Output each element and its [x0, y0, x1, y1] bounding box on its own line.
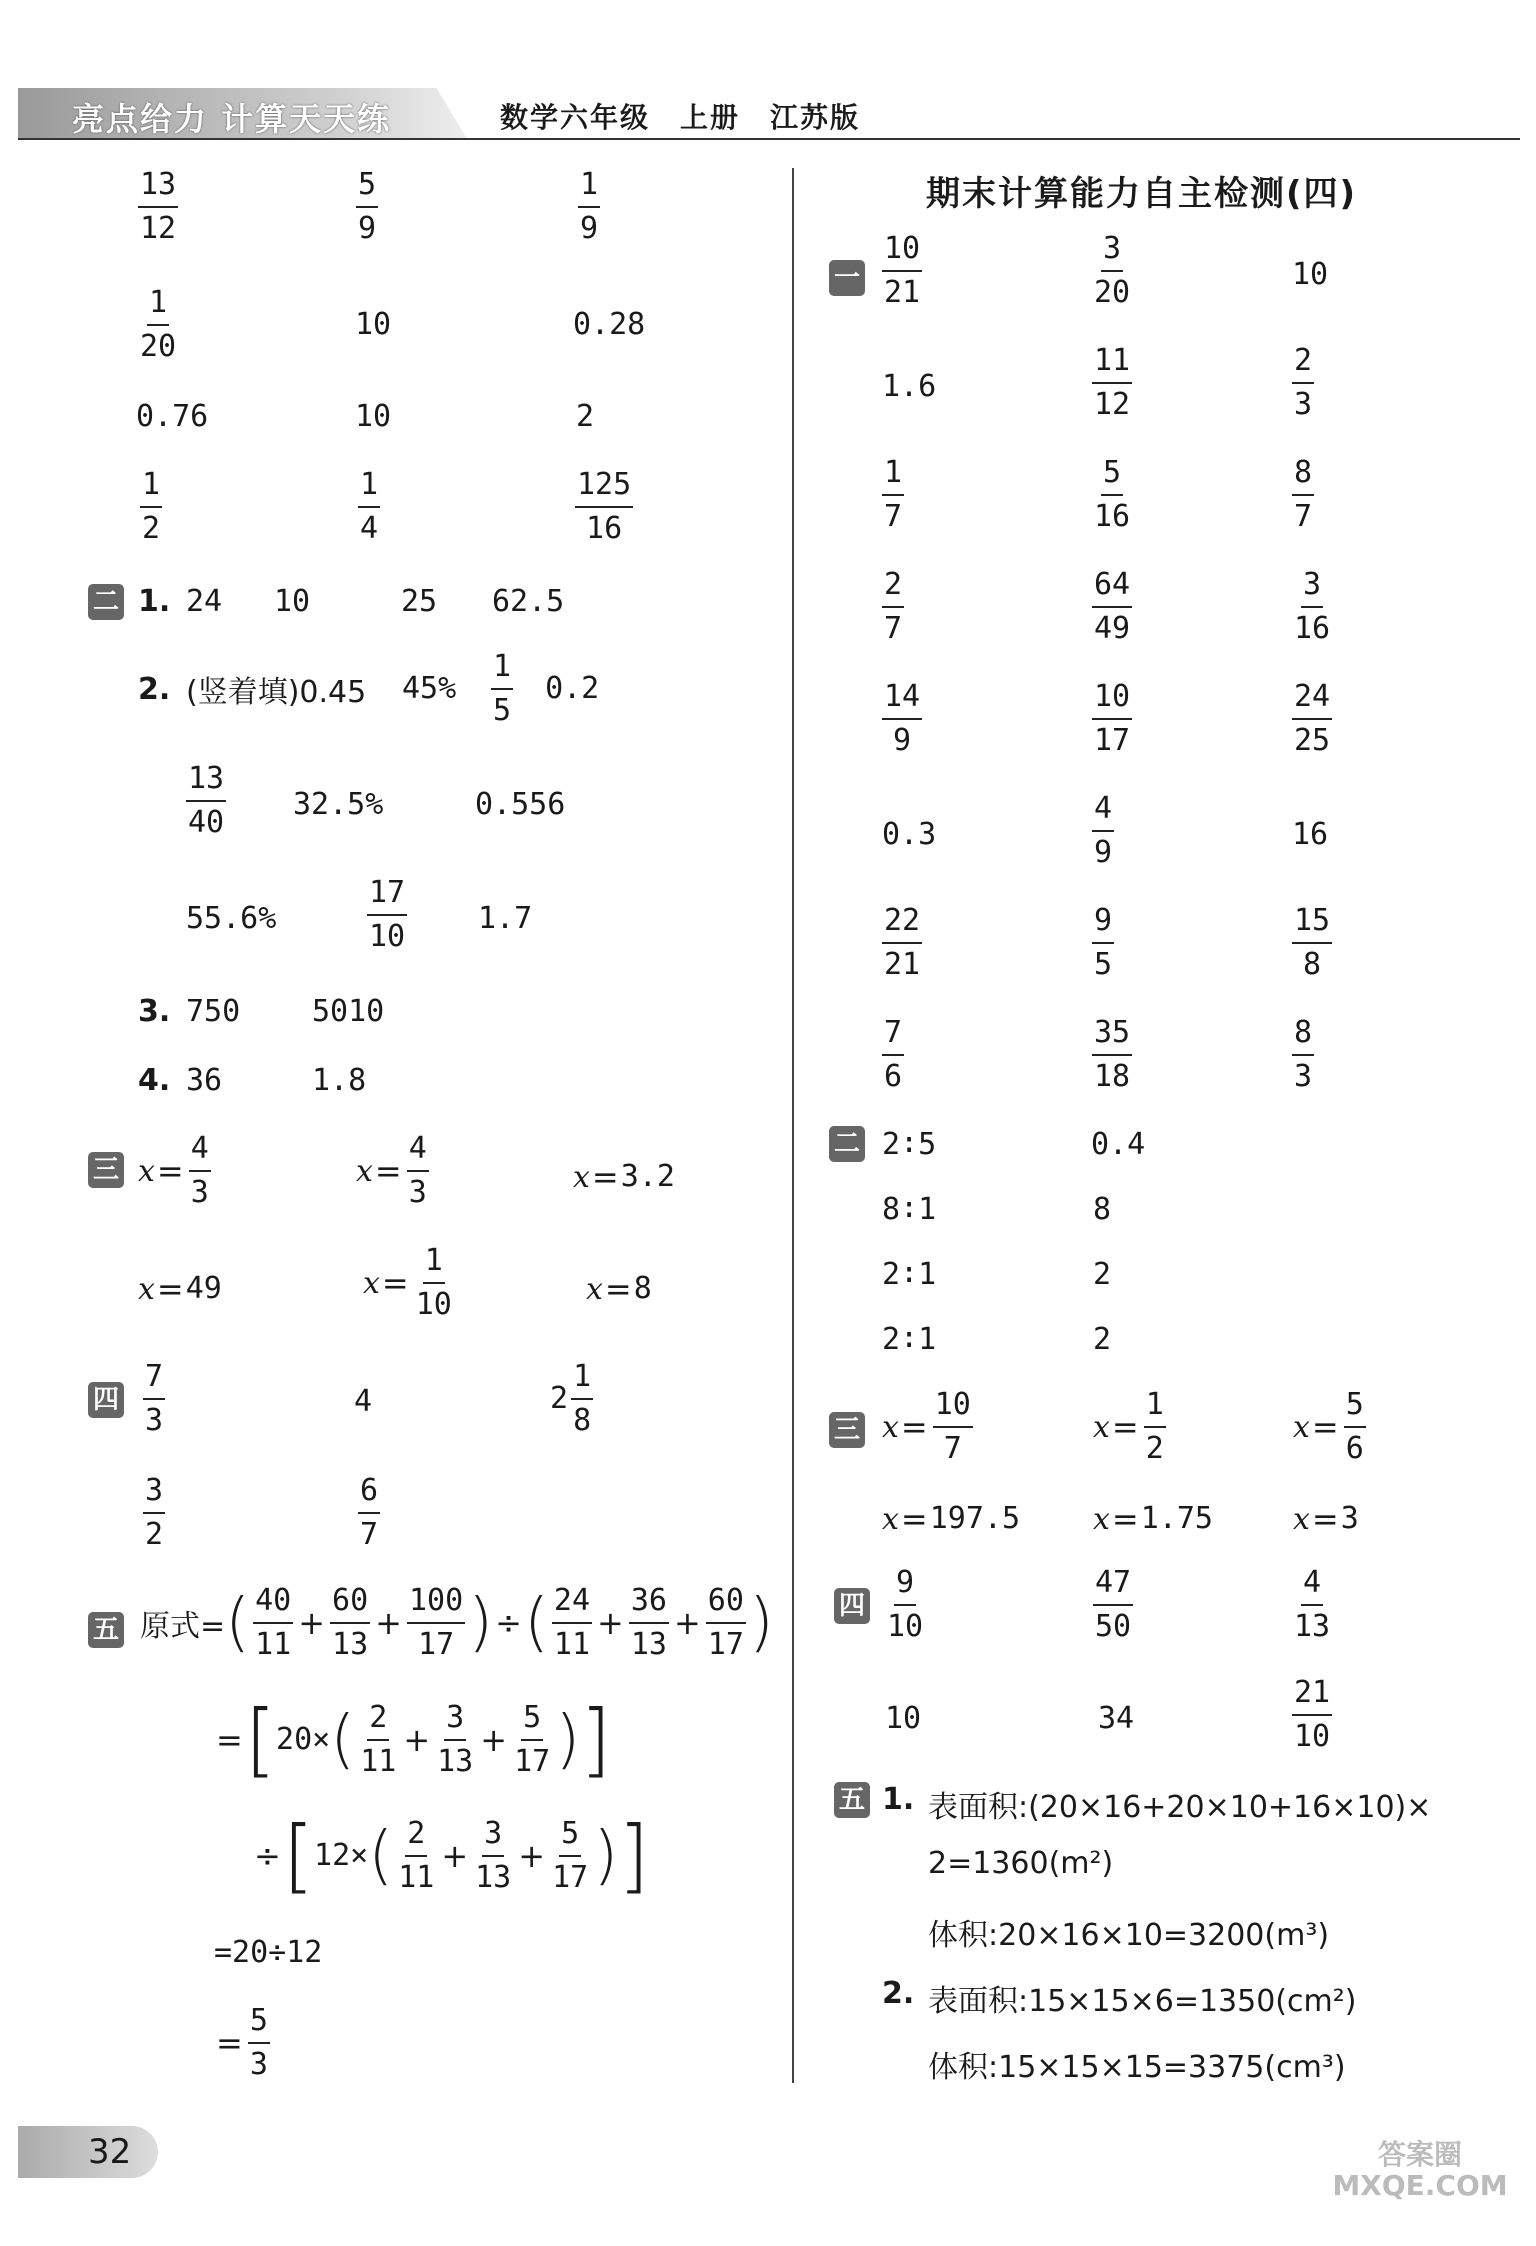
- fraction: $\frac{2}{3}$: [1294, 343, 1313, 422]
- answer-row: 2. (竖着填)0.45 45% 1 5 0.2: [138, 649, 600, 728]
- header-rule: [18, 138, 1520, 140]
- equation-answer: x = 1.75: [1093, 1500, 1213, 1538]
- answer-value: 10: [885, 1701, 922, 1736]
- calc-line: = $\frac{5}{3}$: [216, 2003, 268, 2082]
- watermark: 答案圈 MXQE.COM: [1332, 2138, 1508, 2202]
- section-badge-4: 四: [834, 1588, 870, 1624]
- answer-row: 3. 750 5010: [138, 993, 385, 1029]
- answer-row: 1. 24 10 25 62.5: [138, 583, 565, 619]
- fraction: $\frac{9}{10}$: [887, 1565, 924, 1644]
- answer-value: 2: [576, 399, 595, 434]
- mixed-number: 2 1 8: [550, 1359, 592, 1438]
- fraction: $\frac{8}{7}$: [1294, 455, 1313, 534]
- equation-answer: x = $\frac{5}{6}$: [1293, 1387, 1364, 1466]
- calc-line: 体积:15×15×15=3375(cm³): [928, 2050, 1346, 2085]
- calc-line: ÷ [ 12× ( 2 11 + $\frac{3}{13}$ + $\frac{5}{17}$ ) ]: [254, 1809, 650, 1902]
- ratio-value: 8∶1: [882, 1192, 937, 1227]
- section-badge-5: 五: [88, 1612, 124, 1648]
- equation-answer: x = $\frac{1}{10}$: [363, 1243, 452, 1322]
- equation-answer: x = $\frac{1}{2}$: [1093, 1387, 1164, 1466]
- answer-value: 0.556: [475, 787, 566, 822]
- fraction: $\frac{8}{3}$: [1294, 1015, 1313, 1094]
- ratio-value: 8: [1093, 1192, 1112, 1227]
- fraction: $\frac{15}{8}$: [1294, 903, 1331, 982]
- fraction: 1 5: [493, 649, 512, 728]
- equation-answer: x = 49: [138, 1270, 222, 1308]
- fraction: $\frac{10}{21}$: [884, 231, 921, 310]
- equation-answer: x = 8: [586, 1270, 652, 1308]
- ratio-value: 2: [1093, 1322, 1112, 1357]
- ratio-value: 2: [1093, 1257, 1112, 1292]
- equation-answer: x = 3: [1293, 1500, 1359, 1538]
- answer-value: 10: [355, 307, 392, 342]
- fraction: $\frac{5}{16}$: [1094, 455, 1131, 534]
- answer-value: 16: [1292, 817, 1329, 852]
- fraction: $\frac{10}{17}$: [1094, 679, 1131, 758]
- fraction: $\frac{64}{49}$: [1094, 567, 1131, 646]
- equation-answer: x = 197.5: [882, 1500, 1021, 1538]
- header-info: 数学六年级 上册 江苏版: [500, 101, 861, 134]
- answer-value: 0.76: [136, 399, 209, 434]
- fraction: $\frac{125}{16}$: [577, 467, 632, 546]
- page-title: 期末计算能力自主检测(四): [926, 174, 1358, 214]
- fraction: $\frac{1}{9}$: [580, 167, 599, 246]
- ratio-value: 0.4: [1091, 1127, 1146, 1162]
- fraction: $\frac{6}{7}$: [360, 1473, 379, 1552]
- fraction: $\frac{1}{7}$: [884, 455, 903, 534]
- answer-value: 10: [1292, 257, 1329, 292]
- fraction: $\frac{2}{7}$: [884, 567, 903, 646]
- answer-value: 4: [354, 1384, 373, 1419]
- fraction: $\frac{4}{9}$: [1094, 791, 1113, 870]
- section-badge-2: 二: [88, 584, 124, 620]
- section-badge-1: 一: [829, 260, 865, 296]
- fraction: $\frac{1}{2}$: [142, 467, 161, 546]
- page-number: 32: [88, 2132, 132, 2172]
- ratio-value: 2∶5: [882, 1127, 937, 1162]
- fraction: $\frac{1}{4}$: [360, 467, 379, 546]
- fraction: $\frac{4}{13}$: [1294, 1565, 1331, 1644]
- answer-value: 0.3: [882, 817, 937, 852]
- calc-line: = [ 20× ( 2 11 + $\frac{3}{13}$ + $\frac{5}{17}$ ) ]: [216, 1693, 612, 1786]
- calc-line: 表面积:(20×16+20×10+16×10)×: [928, 1790, 1432, 1825]
- answer-value: 0.28: [573, 307, 646, 342]
- fraction: $\frac{35}{18}$: [1094, 1015, 1131, 1094]
- calc-line: 2=1360(m²): [928, 1846, 1114, 1881]
- answer-row: 4. 36 1.8: [138, 1062, 367, 1098]
- fraction: $\frac{3}{20}$: [1094, 231, 1131, 310]
- fraction: $\frac{9}{5}$: [1094, 903, 1113, 982]
- answer-value: 34: [1098, 1701, 1135, 1736]
- fraction: $\frac{5}{9}$: [358, 167, 377, 246]
- equation-answer: x = $\frac{4}{3}$: [138, 1131, 209, 1210]
- section-badge-5: 五: [834, 1782, 870, 1818]
- calc-line: 体积:20×16×10=3200(m³): [928, 1918, 1330, 1953]
- calc-line: =20÷12: [214, 1935, 323, 1970]
- fraction: $\frac{3}{2}$: [145, 1473, 164, 1552]
- section-badge-3: 三: [829, 1412, 865, 1448]
- header-series: 亮点给力 计算天天练: [72, 100, 392, 138]
- column-divider: [792, 168, 794, 2083]
- fraction: $\frac{11}{12}$: [1094, 343, 1131, 422]
- calc-line: 原式= ( 40 11 + $\frac{60}{13}$ + $\frac{100}{17}$ ) ÷ ( 24 11 + $\frac{36}{13}$ + $\frac{60}{17}$ ): [140, 1583, 774, 1662]
- fraction: $\frac{7}{3}$: [145, 1359, 164, 1438]
- fraction: $\frac{17}{10}$: [369, 875, 406, 954]
- answer-value: 1.6: [882, 369, 937, 404]
- fraction: $\frac{13}{40}$: [188, 761, 225, 840]
- answer-value: 55.6%: [186, 901, 277, 936]
- calc-line: 表面积:15×15×6=1350(cm²): [928, 1984, 1357, 2019]
- answer-value: 32.5%: [293, 787, 384, 822]
- answer-value: 1.7: [478, 901, 533, 936]
- fraction: $\frac{22}{21}$: [884, 903, 921, 982]
- fraction: $\frac{1}{20}$: [140, 285, 177, 364]
- fraction: $\frac{13}{12}$: [140, 167, 177, 246]
- fraction: $\frac{14}{9}$: [884, 679, 921, 758]
- fraction: $\frac{3}{16}$: [1294, 567, 1331, 646]
- fraction: $\frac{21}{10}$: [1294, 1675, 1331, 1754]
- section-badge-4: 四: [88, 1382, 124, 1418]
- fraction: $\frac{7}{6}$: [884, 1015, 903, 1094]
- fraction: $\frac{47}{50}$: [1095, 1565, 1132, 1644]
- section-badge-2: 二: [829, 1126, 865, 1162]
- answer-value: 10: [355, 399, 392, 434]
- ratio-value: 2∶1: [882, 1257, 937, 1292]
- equation-answer: x = $\frac{4}{3}$: [356, 1131, 427, 1210]
- equation-answer: x = $\frac{10}{7}$: [882, 1387, 971, 1466]
- equation-answer: x = 3.2: [573, 1158, 675, 1196]
- fraction: $\frac{24}{25}$: [1294, 679, 1331, 758]
- ratio-value: 2∶1: [882, 1322, 937, 1357]
- section-badge-3: 三: [88, 1152, 124, 1188]
